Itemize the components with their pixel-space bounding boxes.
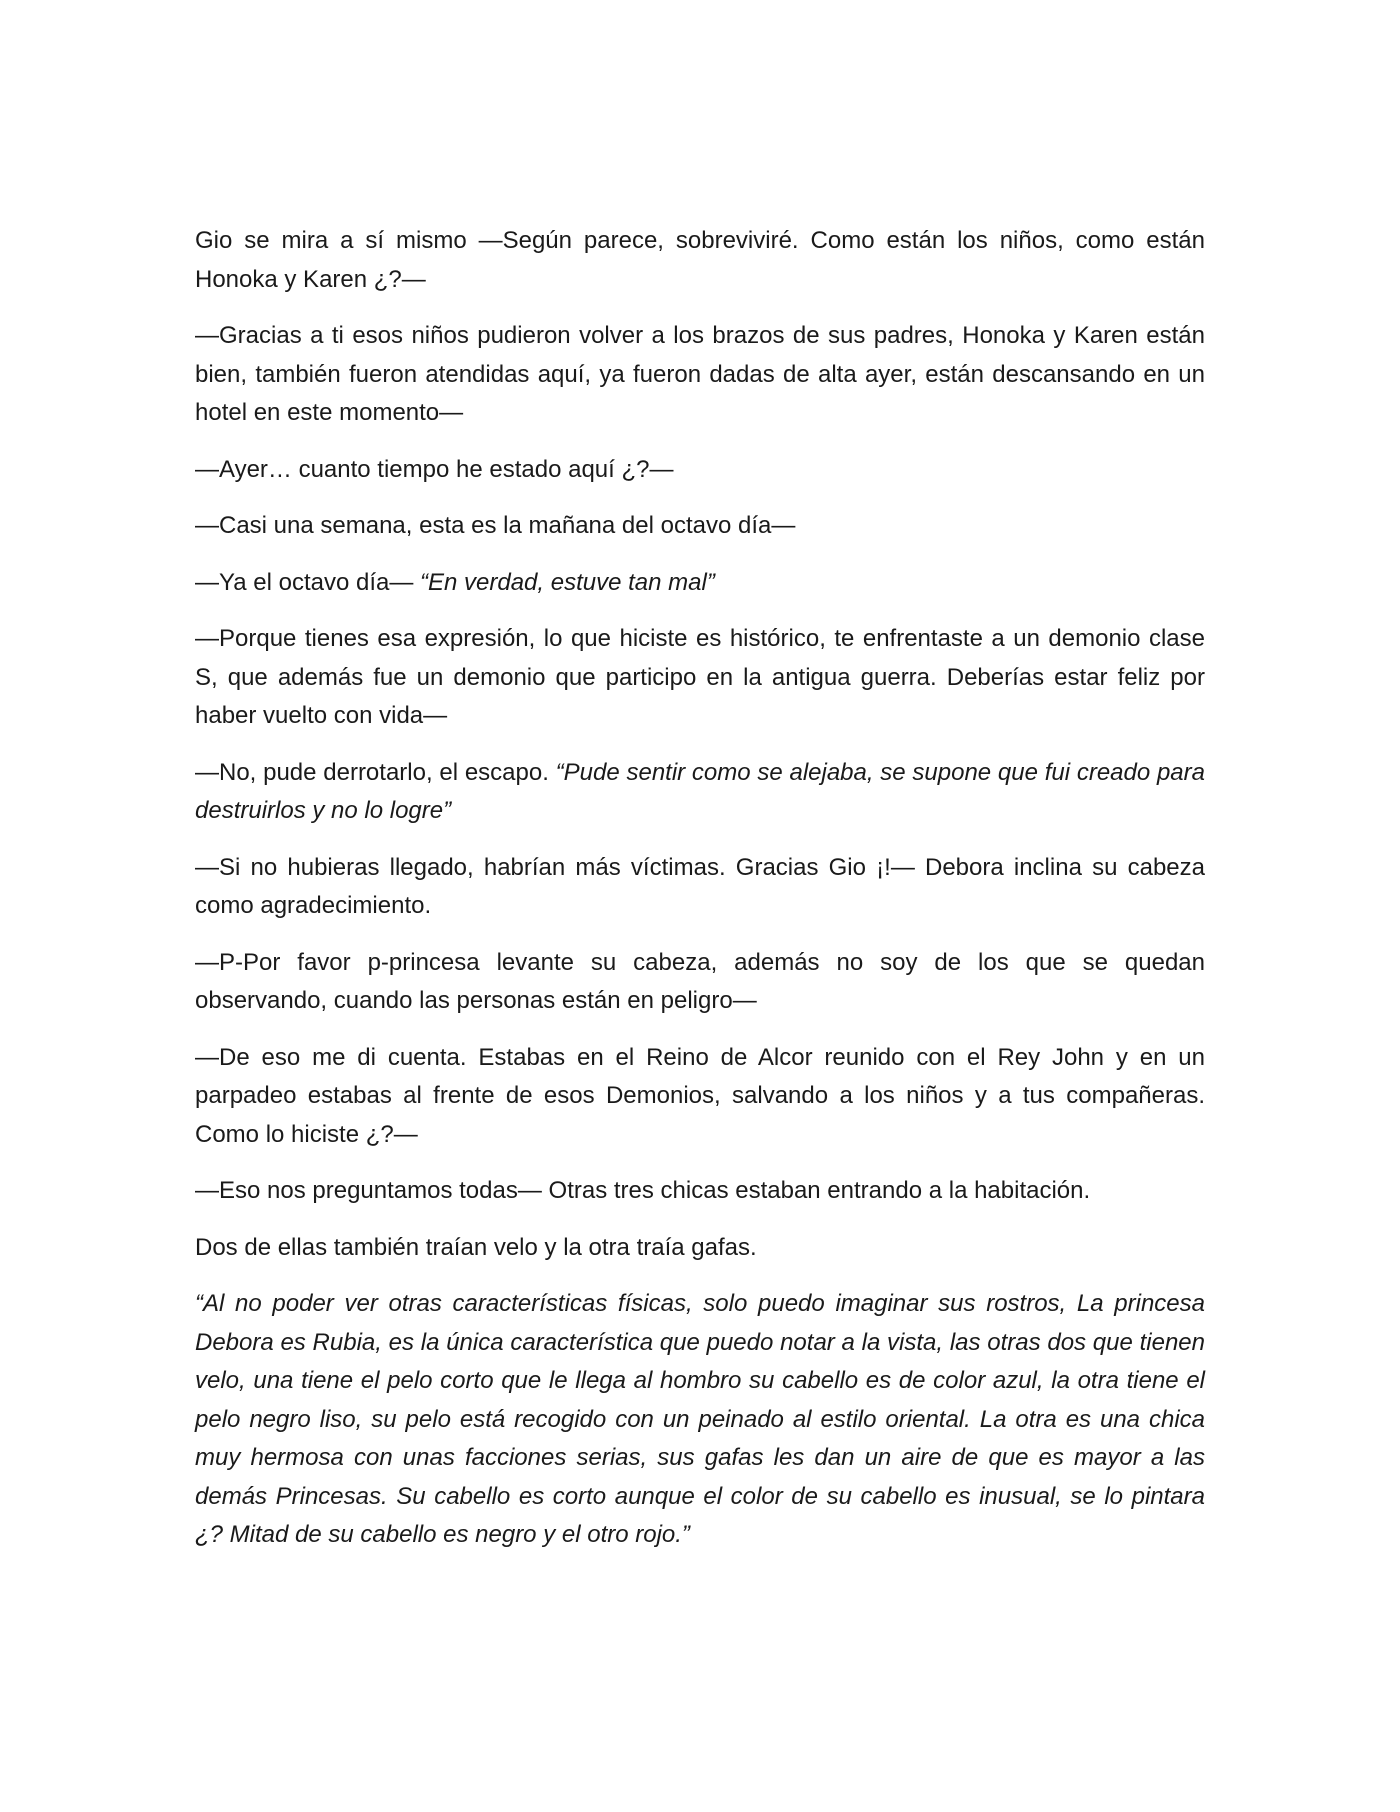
document-body <box>195 222 1205 1573</box>
paragraph-11-text: —Eso nos preguntamos todas— Otras tres chicas estaban entrando a la habitación. <box>195 1177 1091 1204</box>
paragraph-2 <box>195 317 1205 433</box>
paragraph-4 <box>195 507 1205 546</box>
paragraph-6-text: —Porque tienes esa expresión, lo que hiciste es histórico, te enfrentaste a un demonio clase S, que además fue un demonio que participo en la antigua guerra. Deberías estar feliz por haber vuelto con vida— <box>195 625 1205 729</box>
paragraph-13 <box>195 1285 1205 1555</box>
paragraph-9-text: —P-Por favor p-princesa levante su cabeza, además no soy de los que se quedan observando, cuando las personas están en peligro— <box>195 948 1205 1014</box>
paragraph-3-text: —Ayer… cuanto tiempo he estado aquí ¿?— <box>195 455 674 483</box>
paragraph-5-thought: “En verdad, estuve tan mal” <box>420 568 715 596</box>
paragraph-10 <box>195 1039 1205 1155</box>
paragraph-4-text: —Casi una semana, esta es la mañana del octavo día— <box>195 512 796 539</box>
paragraph-7-thought: “Pude sentir como se alejaba, se supone que fui creado para destruirlos y no lo logre” <box>195 758 1205 824</box>
paragraph-12 <box>195 1229 1205 1268</box>
paragraph-13-thought: “Al no poder ver otras características físicas, solo puedo imaginar sus rostros, La princesa Debora es Rubia, es la única característica que puedo notar a la vista, las otras dos que tienen velo, una tiene el pelo corto que le llega al hombro su cabello es de color azul, la otra tiene el pelo negro liso, su pelo está recogido con un peinado al estilo oriental. La otra es una chica muy hermosa con unas facciones serias, sus gafas les dan un aire de que es mayor a las demás Princesas. Su cabello es corto aunque el color de su cabello es inusual, se lo pintara ¿? Mitad de su cabello es negro y el otro rojo.” <box>195 1290 1205 1548</box>
paragraph-5 <box>195 564 1205 603</box>
paragraph-12-text: Dos de ellas también traían velo y la otra traía gafas. <box>195 1233 757 1261</box>
paragraph-5-text: —Ya el octavo día— <box>195 568 420 596</box>
paragraph-1 <box>195 222 1205 299</box>
paragraph-1-text: Gio se mira a sí mismo —Según parece, sobreviviré. Como están los niños, como están Honoka y Karen ¿?— <box>195 227 1205 293</box>
paragraph-3 <box>195 451 1205 490</box>
paragraph-7-text: —No, pude derrotarlo, el escapo. <box>195 758 556 786</box>
paragraph-11 <box>195 1172 1205 1211</box>
paragraph-8 <box>195 849 1205 926</box>
paragraph-7 <box>195 754 1205 831</box>
paragraph-6 <box>195 620 1205 736</box>
paragraph-9 <box>195 944 1205 1021</box>
paragraph-8-text: —Si no hubieras llegado, habrían más víctimas. Gracias Gio ¡!— Debora inclina su cabeza como agradecimiento. <box>195 853 1205 919</box>
paragraph-10-text: —De eso me di cuenta. Estabas en el Reino de Alcor reunido con el Rey John y en un parpadeo estabas al frente de esos Demonios, salvando a los niños y a tus compañeras. Como lo hiciste ¿?— <box>195 1043 1205 1148</box>
paragraph-2-text: —Gracias a ti esos niños pudieron volver a los brazos de sus padres, Honoka y Karen están bien, también fueron atendidas aquí, ya fueron dadas de alta ayer, están descansando en un hotel en este momento— <box>195 322 1205 426</box>
